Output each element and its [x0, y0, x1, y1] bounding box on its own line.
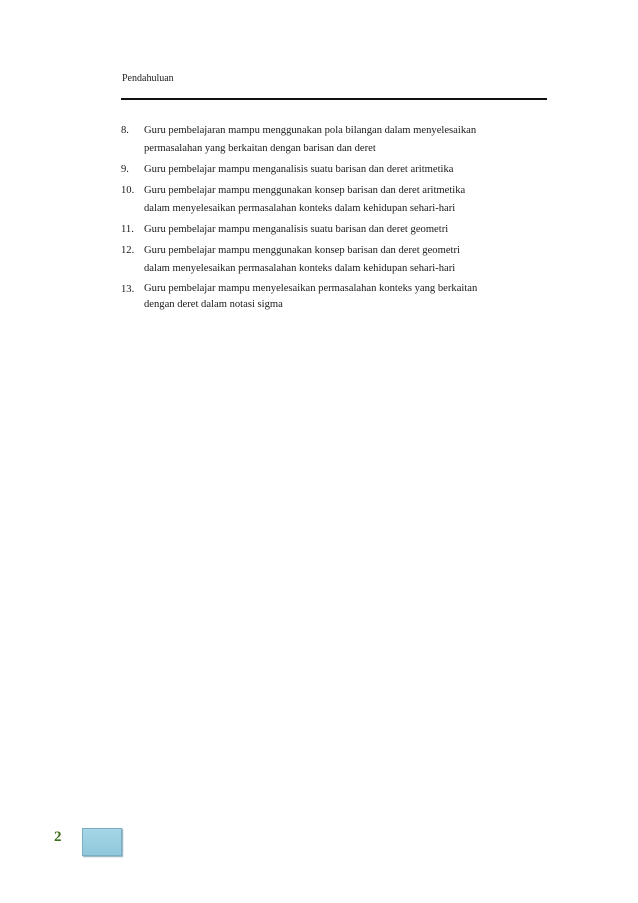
list-item: [121, 161, 547, 179]
list-item: [121, 182, 547, 218]
list-item-text: [144, 161, 547, 179]
list-item: [121, 281, 547, 313]
list-item-line: Guru pembelajar mampu menyelesaikan permasalahan konteks yang berkaitan: [144, 283, 478, 294]
list-item-number: 13.: [121, 284, 135, 295]
list-item-text: [144, 182, 547, 218]
list-item-number: 11.: [121, 224, 134, 235]
list-item: [121, 122, 547, 158]
list-item-text: [144, 242, 547, 278]
list-item: [121, 221, 547, 239]
list-item-number: 10.: [121, 185, 135, 196]
list-item-line: dalam menyelesaikan permasalahan konteks dalam kehidupan sehari-hari: [144, 203, 456, 214]
list-item-number: 9.: [121, 164, 129, 175]
list-item-number: 12.: [121, 245, 135, 256]
list-item-text: [144, 281, 547, 313]
page-number: 2: [54, 829, 62, 845]
competency-list: [121, 122, 547, 316]
list-item-line: Guru pembelajar mampu menganalisis suatu barisan dan deret geometri: [144, 224, 449, 235]
list-item-text: [144, 122, 547, 158]
list-item-line: Guru pembelajar mampu menggunakan konsep barisan dan deret aritmetika: [144, 185, 466, 196]
list-item-number: 8.: [121, 125, 129, 136]
list-item: [121, 242, 547, 278]
header-divider: [121, 98, 547, 100]
list-item-line: permasalahan yang berkaitan dengan barisan dan deret: [144, 143, 376, 154]
list-item-line: dengan deret dalam notasi sigma: [144, 299, 283, 310]
list-item-line: Guru pembelajaran mampu menggunakan pola bilangan dalam menyelesaikan: [144, 125, 477, 136]
list-item-line: Guru pembelajar mampu menganalisis suatu barisan dan deret aritmetika: [144, 164, 454, 175]
list-item-text: [144, 221, 547, 239]
list-item-line: Guru pembelajar mampu menggunakan konsep barisan dan deret geometri: [144, 245, 460, 256]
page-header-title: Pendahuluan: [122, 73, 174, 84]
footer-decorative-box: [82, 828, 122, 856]
list-item-line: dalam menyelesaikan permasalahan konteks dalam kehidupan sehari-hari: [144, 263, 456, 274]
